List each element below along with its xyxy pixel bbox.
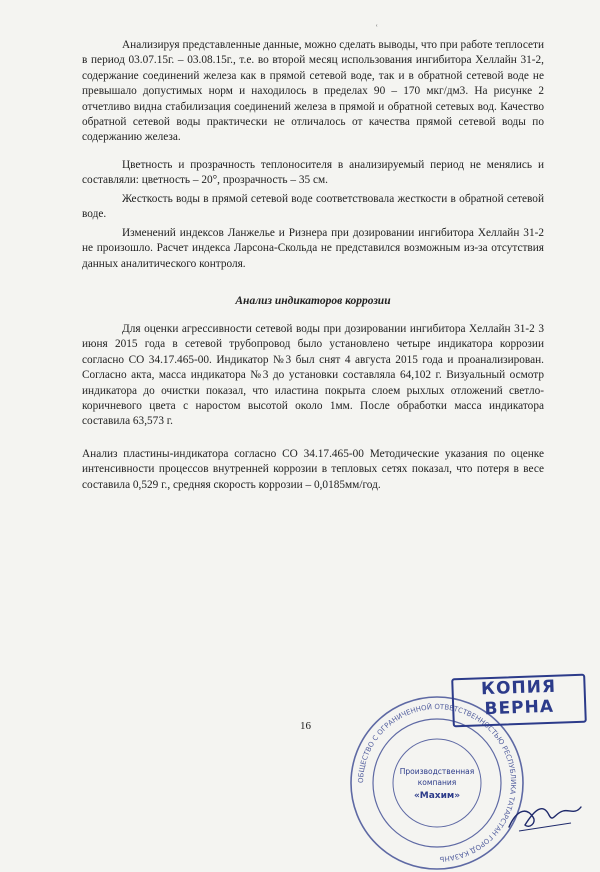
top-mark: ʿ <box>375 24 379 35</box>
paragraph-corrosion-indicators: Для оценки агрессивности сетевой воды при дозировании ингибитора Хеллайн 31-2 3 июня 2015 года в сетевой трубопровод было установлено четыре индикатора коррозии согласно СО 34.17.465-00. Индикатор №3 был снят 4 августа 2015 года и проанализирован. Согласно акта, масса индикатора №3 до установки составляла 64,102 г. Визуальный осмотр индикатора до очистки показал, что иластина покрыта слоем рыхлых отложений светло- коричневого цвета с наростом высотой около 1мм. После обработки масса индикатора составила 63,573 г. <box>82 323 544 428</box>
page-number: 16 <box>300 720 311 732</box>
seal-center-line-1: Производственная <box>399 767 475 776</box>
paragraph-hardness: Жесткость воды в прямой сетевой воде соответствовала жесткости в обратной сетевой воде. <box>82 193 544 221</box>
stamp-line-2: ВЕРНА <box>484 696 555 720</box>
paragraph-color-transparency: Цветность и прозрачность теплоносителя в анализируемый период не менялись и составляли: цветность – 20°, прозрачность – 35 см. <box>82 159 544 187</box>
company-seal <box>348 694 526 872</box>
section-heading: Анализ индикаторов коррозии <box>235 295 391 307</box>
paragraph-iron-analysis: Анализируя представленные данные, можно сделать выводы, что при работе теплосети в период 03.07.15г. – 03.08.15г., т.е. во второй месяц использования ингибитора Хеллайн 31-2, содержание соединений железа как в прямой сетевой воде, так и в обратной сетевой воде не превышало допустимых норм и находилось в пределах 90 – 170 мкг/дм3. На рисунке 2 отчетливо видна стабилизация соединений железа в прямой и обратной сетевых вод. Качество обратной сетевой воды практически не отличалось от качества прямой сетевой воды по содержанию железа. <box>82 39 544 144</box>
seal-center-line-2: компания <box>417 778 457 787</box>
seal-center-line-3: «Махим» <box>413 791 461 801</box>
signature <box>505 795 585 835</box>
stamp-line-1: КОПИЯ <box>480 676 557 700</box>
paragraph-indices: Изменений индексов Ланжелье и Ризнера при дозировании ингибитора Хеллайн 31-2 не произошло. Расчет индекса Ларсона-Скольда не представился возможным из-за отсутствия данных аналитического контроля. <box>82 227 544 270</box>
paragraph-indicator-analysis: Анализ пластины-индикатора согласно СО 34.17.465-00 Методические указания по оценке интенсивности процессов внутренней коррозии в тепловых сетях показал, что потеря в весе составила 0,529 г., средняя скорость коррозии – 0,0185мм/год. <box>82 448 544 491</box>
seal-ring-text: ОБЩЕСТВО С ОГРАНИЧЕННОЙ ОТВЕТСТВЕННОСТЬЮ РЕСПУБЛИКА ТАТАРСТАН ГОРОД КАЗАНЬ <box>356 702 518 863</box>
